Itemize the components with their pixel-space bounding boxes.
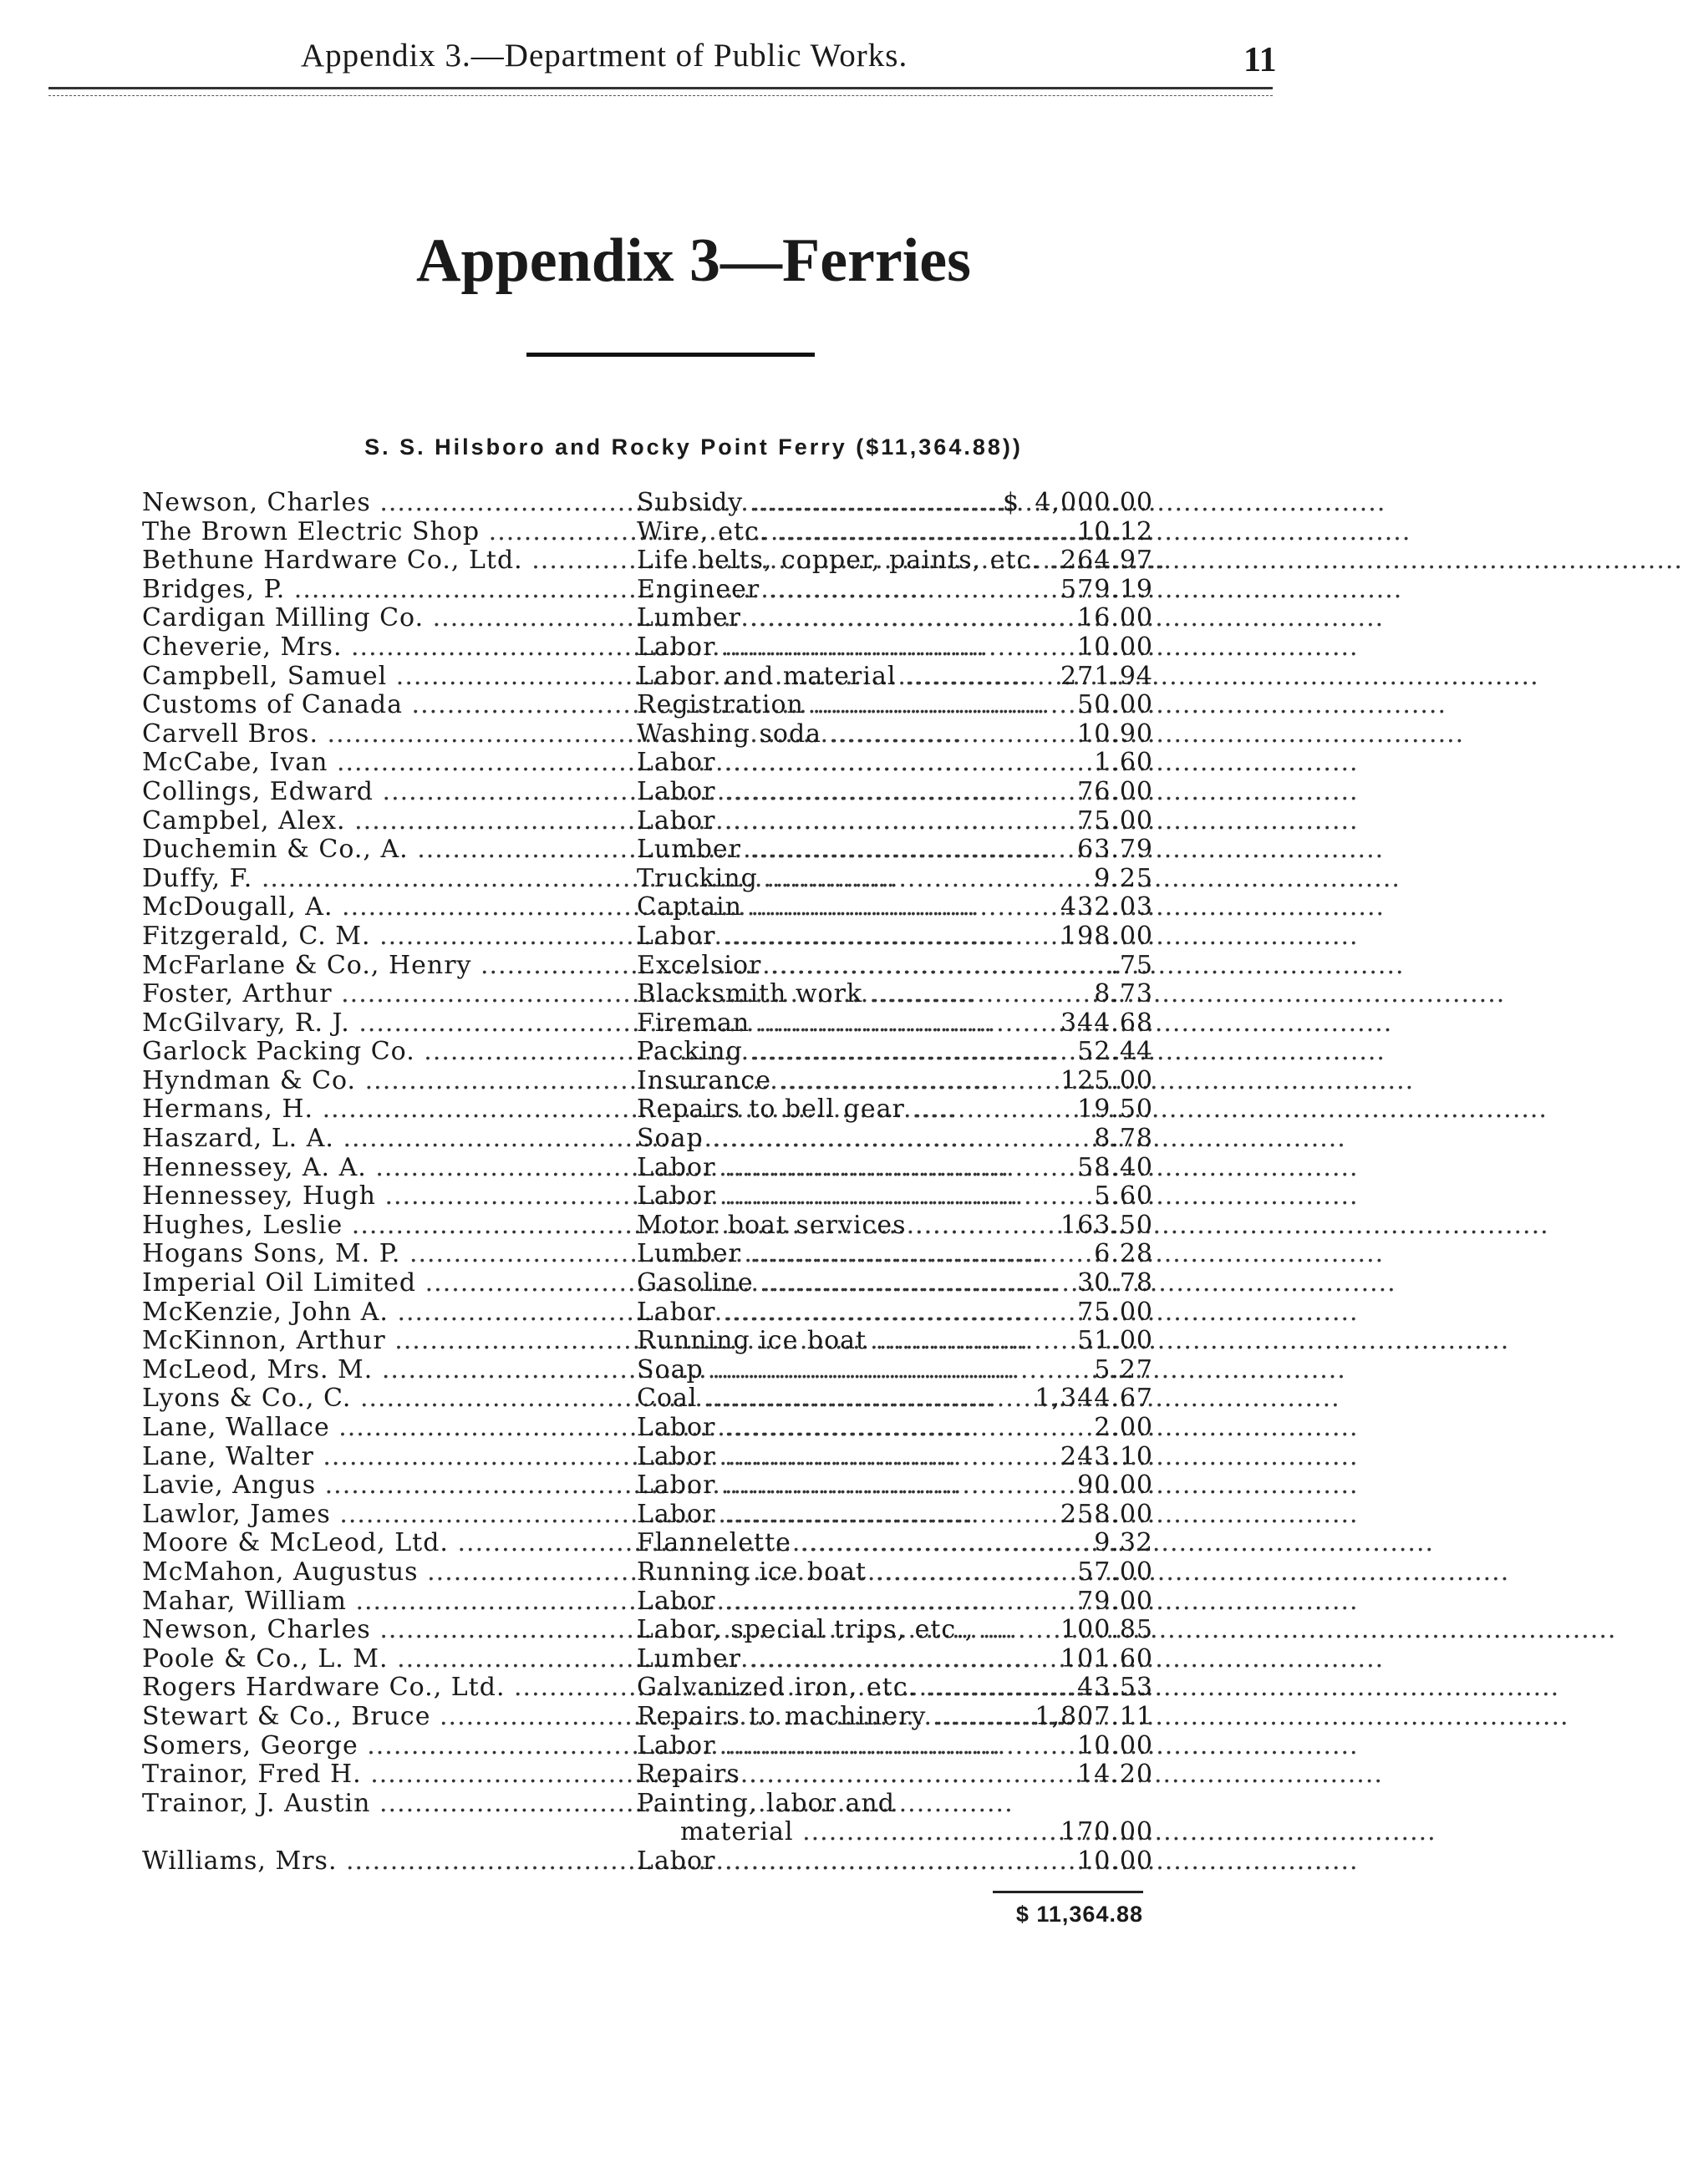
ledger-row bbox=[142, 1384, 1153, 1414]
payee-name: Campbell, Samuel ..... bbox=[142, 663, 637, 692]
payee-name: Hennessey, Hugh ..... bbox=[142, 1182, 637, 1211]
payee-name: Bridges, P. ..... bbox=[142, 576, 637, 605]
payee-name: Hogans Sons, M. P. ..... bbox=[142, 1240, 637, 1269]
expense-item: Labor ..... bbox=[637, 749, 998, 778]
payee-name: Hyndman & Co. ..... bbox=[142, 1067, 637, 1096]
ledger-row bbox=[142, 1732, 1153, 1761]
payee-name: Cheverie, Mrs. ..... bbox=[142, 633, 637, 663]
expense-item: Soap ..... bbox=[637, 1125, 998, 1154]
ledger-row bbox=[142, 1847, 1153, 1877]
amount: 579.19 bbox=[1060, 574, 1153, 604]
amount: 271.94 bbox=[1060, 661, 1153, 691]
expense-item: Painting, labor and bbox=[637, 1788, 895, 1818]
payee-name: Lyons & Co., C. ..... bbox=[142, 1384, 637, 1414]
amount: 432.03 bbox=[1060, 892, 1153, 922]
payee-name: McFarlane & Co., Henry ..... bbox=[142, 952, 637, 981]
payee-name: Newson, Charles ..... bbox=[142, 489, 637, 518]
payee-name: McMahon, Augustus ..... bbox=[142, 1558, 637, 1587]
payee-name: McKinnon, Arthur ..... bbox=[142, 1327, 637, 1356]
amount: 52.44 bbox=[1077, 1037, 1153, 1067]
amount: 57.00 bbox=[1077, 1557, 1153, 1587]
payee-name: Lavie, Angus ..... bbox=[142, 1471, 637, 1501]
payee-name: Foster, Arthur ..... bbox=[142, 980, 637, 1009]
expense-item: Registration ..... bbox=[637, 691, 998, 720]
payee-name: Lane, Wallace ..... bbox=[142, 1414, 637, 1443]
expense-item: Labor ..... bbox=[637, 1154, 998, 1183]
section-heading: S. S. Hilsboro and Rocky Point Ferry ($11,364.88)) bbox=[364, 434, 1023, 460]
expense-item: Wire, etc. ..... bbox=[637, 518, 998, 547]
expense-ledger bbox=[142, 489, 1153, 1877]
ledger-row bbox=[142, 663, 1153, 692]
ledger-row bbox=[142, 1674, 1153, 1703]
payee-name: Cardigan Milling Co. ..... bbox=[142, 604, 637, 633]
payee-name: The Brown Electric Shop ..... bbox=[142, 518, 637, 547]
payee-name: Customs of Canada ..... bbox=[142, 691, 637, 720]
amount: 5.60 bbox=[1094, 1181, 1153, 1211]
expense-item: Subsidy ..... bbox=[637, 489, 998, 518]
expense-item-continued: material ..... bbox=[637, 1818, 998, 1847]
ledger-row bbox=[142, 1298, 1153, 1328]
amount: 10.00 bbox=[1077, 1730, 1153, 1760]
amount: 14.20 bbox=[1077, 1760, 1153, 1790]
expense-item: Insurance ..... bbox=[637, 1067, 998, 1096]
amount: 4,000.00 bbox=[1035, 488, 1153, 517]
ledger-row bbox=[142, 576, 1153, 605]
amount: 16.00 bbox=[1077, 603, 1153, 633]
expense-item: Labor ..... bbox=[637, 1182, 998, 1211]
amount: 101.60 bbox=[1060, 1643, 1153, 1674]
ledger-row bbox=[142, 922, 1153, 952]
amount: 344.68 bbox=[1060, 1008, 1153, 1038]
payee-name: Hermans, H. ..... bbox=[142, 1095, 637, 1125]
amount: 63.79 bbox=[1077, 835, 1153, 865]
amount: 8.78 bbox=[1094, 1124, 1153, 1154]
expense-item: Engineer ..... bbox=[637, 576, 998, 605]
ledger-row bbox=[142, 1125, 1153, 1154]
expense-item: Excelsior ..... bbox=[637, 952, 998, 981]
amount: 163.50 bbox=[1060, 1210, 1153, 1240]
amount: 1,344.67 bbox=[1035, 1384, 1153, 1414]
ledger-row bbox=[142, 1009, 1153, 1039]
payee-name: Moore & McLeod, Ltd. ..... bbox=[142, 1529, 637, 1558]
ledger-row bbox=[142, 720, 1153, 749]
payee-name: Poole & Co., L. M. ..... bbox=[142, 1645, 637, 1674]
expense-item: Lumber ..... bbox=[637, 604, 998, 633]
ledger-row bbox=[142, 1067, 1153, 1096]
expense-item: Motor boat services ..... bbox=[637, 1211, 998, 1241]
payee-name: Newson, Charles ..... bbox=[142, 1616, 637, 1645]
amount: 170.00 bbox=[1060, 1817, 1153, 1847]
expense-item: Labor ..... bbox=[637, 1587, 998, 1617]
dollar-sign: $ bbox=[1003, 488, 1019, 517]
expense-item: Repairs to machinery ..... bbox=[637, 1703, 998, 1732]
expense-item: Labor ..... bbox=[637, 1501, 998, 1530]
amount: 8.73 bbox=[1094, 979, 1153, 1009]
expense-item: Labor ..... bbox=[637, 1414, 998, 1443]
expense-item: Labor ..... bbox=[637, 1732, 998, 1761]
payee-name: Lawlor, James ..... bbox=[142, 1501, 637, 1530]
ledger-row bbox=[142, 1645, 1153, 1674]
ledger-row bbox=[142, 1327, 1153, 1356]
ledger-row bbox=[142, 980, 1153, 1009]
payee-name: McDougall, A. ..... bbox=[142, 893, 637, 922]
ledger-row bbox=[142, 1095, 1153, 1125]
amount: 75.00 bbox=[1077, 805, 1153, 836]
payee-name: Trainor, Fred H. ..... bbox=[142, 1760, 637, 1790]
ledger-row bbox=[142, 518, 1153, 547]
payee-name: Stewart & Co., Bruce ..... bbox=[142, 1703, 637, 1732]
ledger-row bbox=[142, 952, 1153, 981]
amount: 9.25 bbox=[1094, 863, 1153, 893]
ledger-row bbox=[142, 1211, 1153, 1241]
ledger-row bbox=[142, 691, 1153, 720]
expense-item: Labor ..... bbox=[637, 1847, 998, 1877]
ledger-row bbox=[142, 1414, 1153, 1443]
ledger-row bbox=[142, 1587, 1153, 1617]
expense-item: Labor ..... bbox=[637, 633, 998, 663]
expense-item: Gasoline ..... bbox=[637, 1269, 998, 1298]
amount: 243.10 bbox=[1060, 1441, 1153, 1471]
ledger-row bbox=[142, 1356, 1153, 1385]
expense-item: Washing soda ..... bbox=[637, 720, 998, 749]
ledger-row bbox=[142, 546, 1153, 576]
amount: 258.00 bbox=[1060, 1499, 1153, 1529]
amount: 79.00 bbox=[1077, 1586, 1153, 1616]
ledger-row bbox=[142, 749, 1153, 778]
payee-name: McLeod, Mrs. M. ..... bbox=[142, 1356, 637, 1385]
expense-item: Labor ..... bbox=[637, 1471, 998, 1501]
amount: 50.00 bbox=[1077, 690, 1153, 720]
ledger-row bbox=[142, 1154, 1153, 1183]
expense-item: Labor ..... bbox=[637, 1298, 998, 1328]
expense-item: Galvanized iron, etc. ..... bbox=[637, 1674, 998, 1703]
expense-item: Trucking ..... bbox=[637, 865, 998, 894]
expense-item: Labor, special trips, etc., ..... bbox=[637, 1616, 998, 1645]
expense-item: Coal ..... bbox=[637, 1384, 998, 1414]
payee-name: Mahar, William ..... bbox=[142, 1587, 637, 1617]
ledger-row bbox=[142, 1760, 1153, 1790]
payee-name: Campbel, Alex. ..... bbox=[142, 807, 637, 836]
amount: 19.50 bbox=[1077, 1095, 1153, 1125]
section-total: $ 11,364.88 bbox=[1015, 1902, 1143, 1927]
header-rule bbox=[48, 87, 1273, 89]
amount: 1,807.11 bbox=[1035, 1701, 1153, 1731]
expense-item: Running ice boat ..... bbox=[637, 1558, 998, 1587]
page-number: 11 bbox=[1243, 41, 1277, 79]
header-rule-dashed bbox=[48, 95, 1273, 96]
ledger-row bbox=[142, 807, 1153, 836]
expense-item: Repairs to bell gear ..... bbox=[637, 1095, 998, 1125]
payee-name: Bethune Hardware Co., Ltd. ..... bbox=[142, 546, 637, 576]
expense-item: Repairs ..... bbox=[637, 1760, 998, 1790]
expense-item: Lumber ..... bbox=[637, 1645, 998, 1674]
payee-name: Hennessey, A. A. ..... bbox=[142, 1154, 637, 1183]
expense-item: Captain ..... bbox=[637, 893, 998, 922]
amount: 76.00 bbox=[1077, 776, 1153, 806]
payee-name: Hughes, Leslie ..... bbox=[142, 1211, 637, 1241]
expense-item: Lumber ..... bbox=[637, 836, 998, 865]
amount: 5.27 bbox=[1094, 1354, 1153, 1384]
expense-item: Blacksmith work ..... bbox=[637, 980, 998, 1009]
ledger-row bbox=[142, 1616, 1153, 1645]
amount: .75 bbox=[1111, 950, 1153, 980]
expense-item: Labor ..... bbox=[637, 922, 998, 952]
total-rule bbox=[993, 1891, 1143, 1893]
ledger-row bbox=[142, 778, 1153, 807]
ledger-row bbox=[142, 604, 1153, 633]
amount: 6.28 bbox=[1094, 1239, 1153, 1269]
ledger-row bbox=[142, 865, 1153, 894]
amount: 1.60 bbox=[1094, 748, 1153, 778]
payee-name: McCabe, Ivan ..... bbox=[142, 749, 637, 778]
amount: 10.12 bbox=[1077, 516, 1153, 546]
expense-item: Labor ..... bbox=[637, 778, 998, 807]
page-title: Appendix 3—Ferries bbox=[416, 226, 971, 295]
ledger-row bbox=[142, 893, 1153, 922]
amount: 30.78 bbox=[1077, 1268, 1153, 1298]
payee-name: Carvell Bros. ..... bbox=[142, 720, 637, 749]
payee-name: Garlock Packing Co. ..... bbox=[142, 1038, 637, 1067]
amount: 90.00 bbox=[1077, 1470, 1153, 1501]
amount: 10.90 bbox=[1077, 719, 1153, 749]
payee-name: Lane, Walter ..... bbox=[142, 1443, 637, 1472]
amount: 51.00 bbox=[1077, 1326, 1153, 1356]
payee-name: Haszard, L. A. ..... bbox=[142, 1125, 637, 1154]
ledger-row bbox=[142, 1703, 1153, 1732]
ledger-row bbox=[142, 836, 1153, 865]
amount: 58.40 bbox=[1077, 1152, 1153, 1182]
ledger-row bbox=[142, 1038, 1153, 1067]
ledger-row bbox=[142, 1471, 1153, 1501]
amount: 100.85 bbox=[1060, 1615, 1153, 1645]
amount: 10.00 bbox=[1077, 1846, 1153, 1876]
amount: 9.32 bbox=[1094, 1528, 1153, 1558]
amount: 2.00 bbox=[1094, 1413, 1153, 1442]
payee-name: Rogers Hardware Co., Ltd. ..... bbox=[142, 1674, 637, 1703]
amount: 75.00 bbox=[1077, 1297, 1153, 1327]
ledger-row bbox=[142, 1269, 1153, 1298]
ledger-row bbox=[142, 1182, 1153, 1211]
expense-item: Running ice boat ..... bbox=[637, 1327, 998, 1356]
title-rule bbox=[526, 353, 815, 357]
amount: 43.53 bbox=[1077, 1673, 1153, 1703]
expense-item: Flannelette ..... bbox=[637, 1529, 998, 1558]
payee-name: Fitzgerald, C. M. ..... bbox=[142, 922, 637, 952]
payee-name: Trainor, J. Austin ..... bbox=[142, 1790, 637, 1819]
expense-item: Labor and material ..... bbox=[637, 663, 998, 692]
running-head: Appendix 3.—Department of Public Works. bbox=[301, 38, 908, 74]
amount: 198.00 bbox=[1060, 921, 1153, 951]
ledger-row bbox=[142, 1558, 1153, 1587]
ledger-row bbox=[142, 1790, 1153, 1847]
payee-name: Collings, Edward ..... bbox=[142, 778, 637, 807]
ledger-row bbox=[142, 1240, 1153, 1269]
amount: 125.00 bbox=[1060, 1065, 1153, 1095]
expense-item: Lumber ..... bbox=[637, 1240, 998, 1269]
expense-item: Packing ..... bbox=[637, 1038, 998, 1067]
expense-item: Labor ..... bbox=[637, 1443, 998, 1472]
ledger-row bbox=[142, 633, 1153, 663]
ledger-row bbox=[142, 1501, 1153, 1530]
expense-item: Life belts, copper, paints, etc. ..... bbox=[637, 546, 998, 576]
expense-item: Labor ..... bbox=[637, 807, 998, 836]
payee-name: Williams, Mrs. ..... bbox=[142, 1847, 637, 1877]
ledger-row bbox=[142, 1443, 1153, 1472]
ledger-row bbox=[142, 489, 1153, 518]
expense-item: Fireman ..... bbox=[637, 1009, 998, 1039]
payee-name: Duchemin & Co., A. ..... bbox=[142, 836, 637, 865]
ledger-row bbox=[142, 1529, 1153, 1558]
payee-name: Duffy, F. ..... bbox=[142, 865, 637, 894]
amount: 10.00 bbox=[1077, 632, 1153, 662]
payee-name: Somers, George ..... bbox=[142, 1732, 637, 1761]
amount: 264.97 bbox=[1060, 546, 1153, 576]
expense-item: Soap ..... bbox=[637, 1356, 998, 1385]
payee-name: McGilvary, R. J. ..... bbox=[142, 1009, 637, 1039]
payee-name: McKenzie, John A. ..... bbox=[142, 1298, 637, 1328]
payee-name: Imperial Oil Limited ..... bbox=[142, 1269, 637, 1298]
